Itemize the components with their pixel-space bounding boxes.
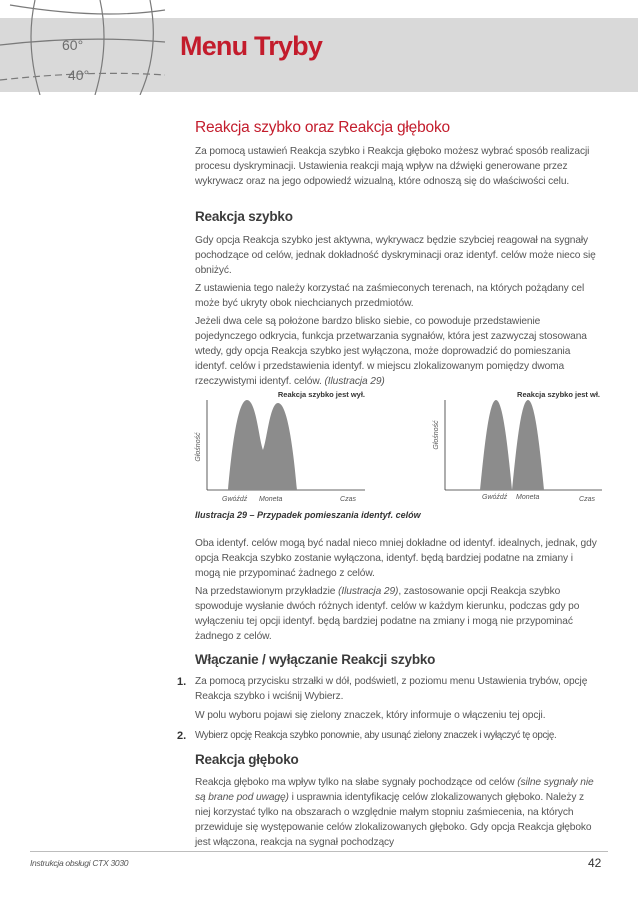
- fast-response-heading: Reakcja szybko: [195, 209, 293, 224]
- globe-label-60: 60°: [62, 37, 84, 53]
- illustration-29: [160, 385, 610, 510]
- deep-paragraph-post: i usprawnia identyfikację celów zlokalizowanych głęboko. Należy z niej korzystać tylko na obszarach o względnie małym stopniu zaśmiecenia, na których przewiduje się występowanie celów zlokalizowanych głęboko. Gdy opcja Reakcja głęboko jest włączona, reakcja na sygnał pochodzący: [195, 792, 592, 848]
- fast-paragraph-1: Gdy opcja Reakcja szybko jest aktywna, wykrywacz będzie szybciej reagował na sygnały pochodzące od celów, jednak dokładność dyskryminacji oraz identyf. celów może nieco się obniżyć.: [195, 235, 596, 276]
- step-1-text: Za pomocą przycisku strzałki w dół, podświetl, z poziomu menu Ustawienia trybów, opcję Reakcja szybko i wciśnij Wybierz.: [195, 676, 588, 702]
- left-y-label: Głośność: [195, 432, 202, 462]
- page-number: 42: [588, 856, 602, 870]
- right-signal-peak-2: [512, 400, 544, 490]
- toggle-heading: Włączanie / wyłączanie Reakcji szybko: [195, 652, 436, 667]
- illustration-reference: (Ilustracja 29): [324, 376, 385, 387]
- illustration-caption: Ilustracja 29 – Przypadek pomieszania identyf. celów: [195, 510, 421, 520]
- deep-paragraph: [195, 775, 600, 850]
- after-paragraph-2-pre: Na przedstawionym przykładzie: [195, 586, 336, 597]
- fast-paragraph-3: [195, 314, 600, 389]
- right-x-label: Czas: [579, 496, 595, 503]
- right-chart-title: Reakcja szybko jest wł.: [517, 390, 600, 399]
- right-y-label: Głośność: [433, 420, 440, 450]
- left-target-coin: Moneta: [259, 496, 283, 503]
- deep-paragraph-pre: Reakcja głęboko ma wpływ tylko na słabe sygnały pochodzące od celów: [195, 777, 515, 788]
- after-paragraph-2-post: , zastosowanie opcji Reakcja szybko spowoduje wysłanie dwóch różnych identyf. celów w każdym kierunku, podczas gdy po wyłączeniu tej opcji identyf. będą bardziej podatne na zmiany i mogą nie przypominać żadnego z celów.: [195, 586, 580, 642]
- step-2-number: 2.: [177, 730, 187, 742]
- right-target-nail: Gwóźdź: [482, 494, 508, 501]
- intro-paragraph: Za pomocą ustawień Reakcja szybko i Reakcja głęboko możesz wybrać sposób realizacji procesu dyskryminacji. Ustawienia reakcji mają wpływ na dźwięki generowane przez wykrywacz oraz na jego odpowiedź wizualną, które odnoszą się do właściwości celu.: [195, 146, 590, 187]
- left-chart-title: Reakcja szybko jest wył.: [277, 390, 365, 399]
- fast-paragraph-2: Z ustawienia tego należy korzystać na zaśmieconych terenach, na których pożądany cel może być ukryty obok niechcianych przedmiotów.: [195, 283, 585, 309]
- section-title: Reakcja szybko oraz Reakcja głęboko: [195, 119, 450, 136]
- globe-graphic: [0, 0, 170, 95]
- fast-paragraph-3-text: Jeżeli dwa cele są położone bardzo blisko siebie, co powoduje przedstawienie pojedynczego odkrycia, funkcja przetwarzania sygnałów, która jest zazwyczaj stosowana wtedy, gdy opcja Reakcja szybko jest wyłączona, może doprowadzić do pomieszania identyf. celów i przedstawienia identyf. w miejscu zlokalizowanym pomiędzy dwoma rzeczywistymi identyf. celów.: [195, 316, 587, 387]
- step-1-note: W polu wyboru pojawi się zielony znaczek, który informuje o włączeniu tej opcji.: [195, 710, 546, 721]
- left-x-label: Czas: [340, 496, 356, 503]
- after-paragraph-2: [195, 584, 600, 644]
- deep-paragraph-italic: (silne sygnały nie są brane pod uwagę): [195, 777, 594, 803]
- after-illustration-reference: (Ilustracja 29): [338, 586, 399, 597]
- page-header: [0, 0, 638, 95]
- page-title: Menu Tryby: [180, 31, 323, 61]
- right-target-coin: Moneta: [516, 494, 540, 501]
- deep-response-heading: Reakcja głęboko: [195, 752, 299, 767]
- after-paragraph-1: Oba identyf. celów mogą być nadal nieco mniej dokładne od identyf. idealnych, jednak, gdy opcja Reakcja szybko zostanie wyłączona, identyf. będą bardziej podatne na zmiany i mogą nie przypominać żadnego z celów.: [195, 538, 597, 579]
- left-target-nail: Gwóźdź: [222, 496, 248, 503]
- step-1-number: 1.: [177, 676, 187, 688]
- left-signal-peaks: [228, 400, 297, 490]
- globe-label-40: 40°: [68, 67, 90, 83]
- right-signal-peak-1: [480, 400, 512, 490]
- step-2-text: Wybierz opcję Reakcja szybko ponownie, aby usunąć zielony znaczek i wyłączyć tę opcję.: [195, 730, 557, 741]
- footer-divider: [30, 851, 608, 852]
- footer-manual-title: Instrukcja obsługi CTX 3030: [30, 858, 129, 868]
